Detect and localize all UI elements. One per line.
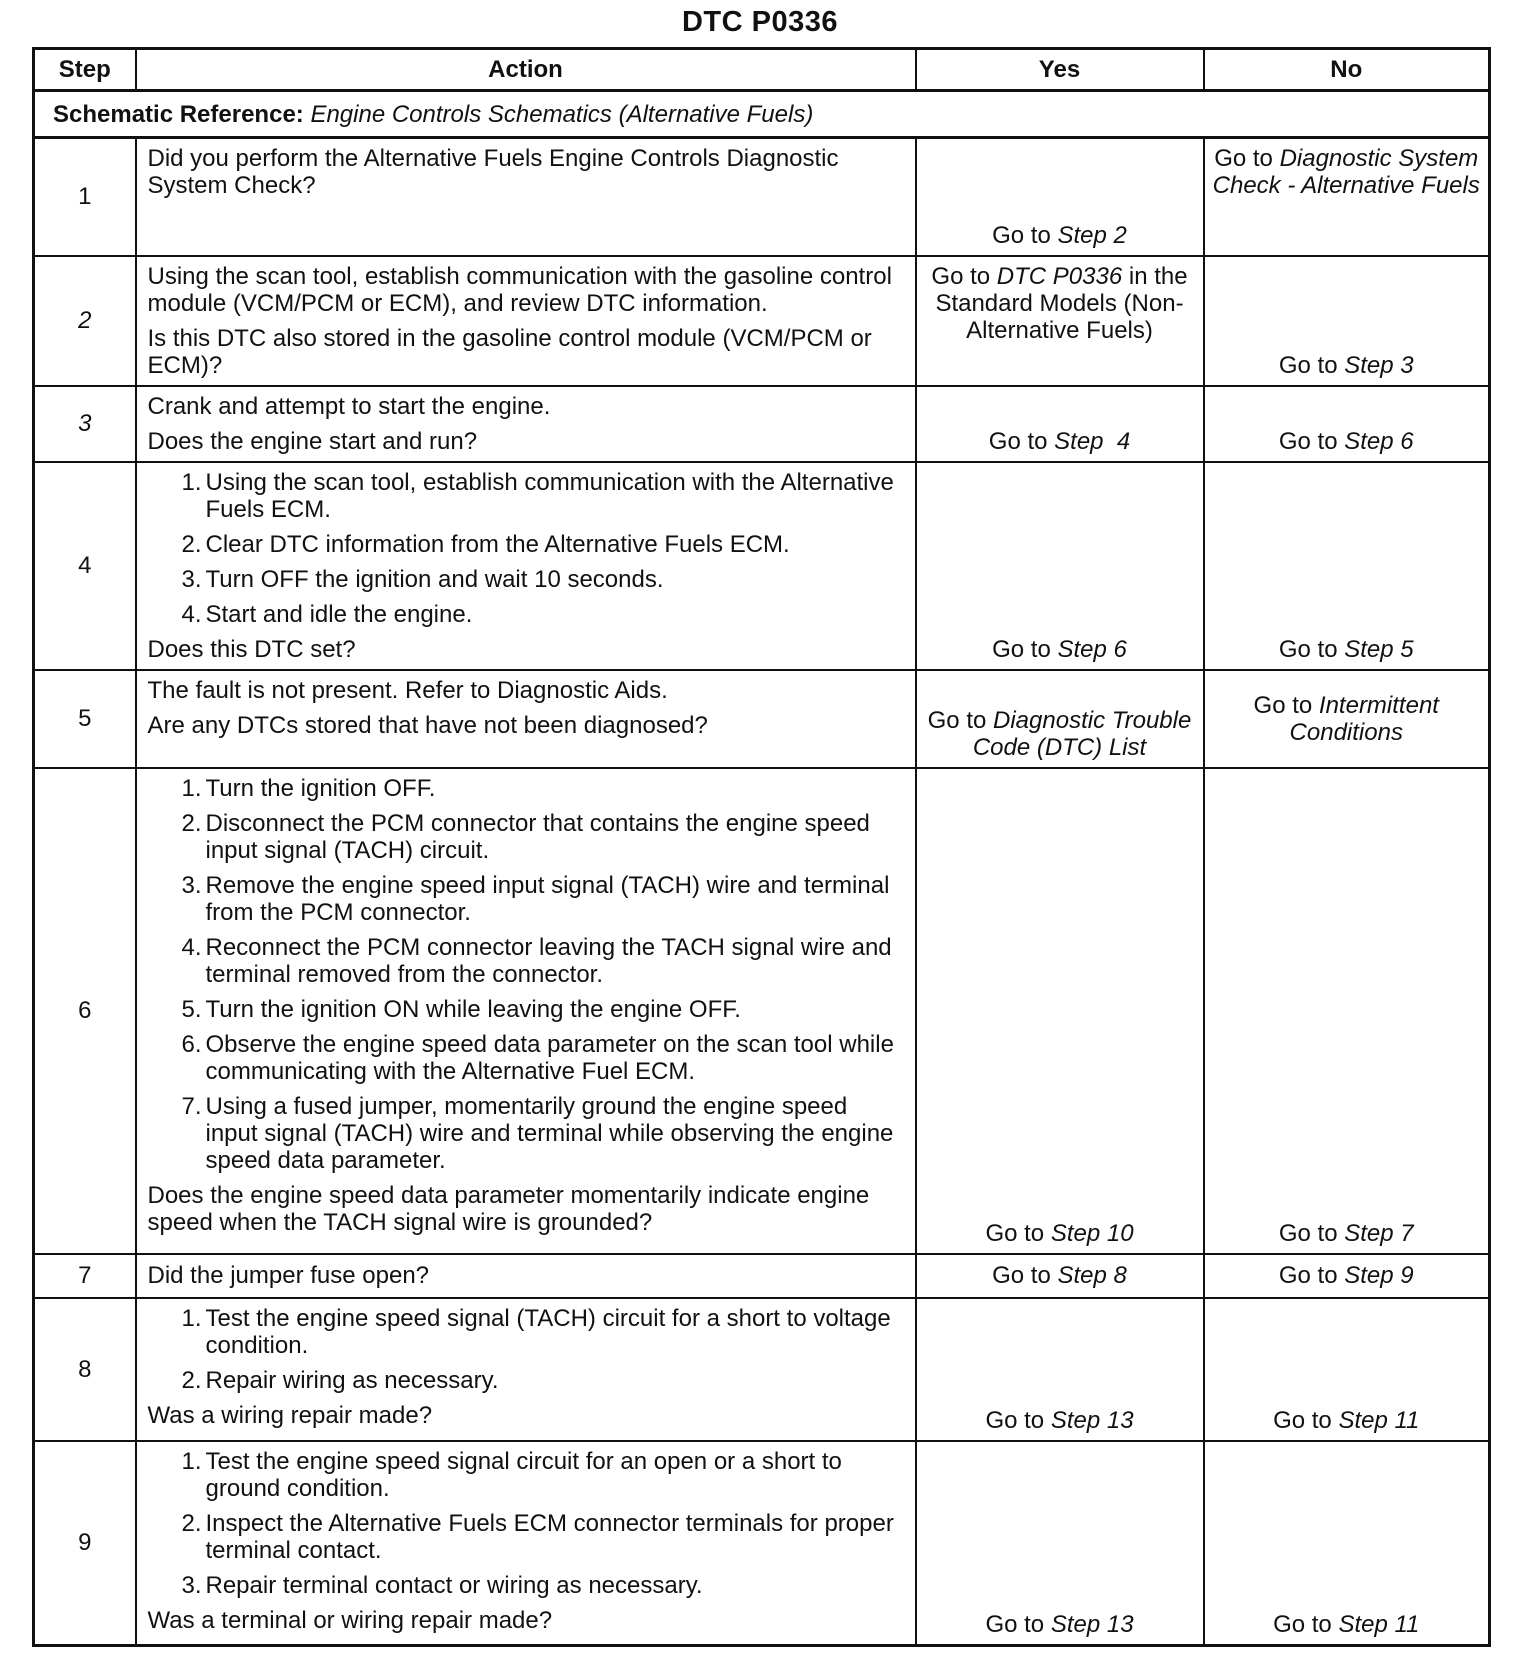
action-cell: [136, 1441, 916, 1646]
goto-link[interactable]: Step 4: [1054, 427, 1131, 455]
diagnostic-table: [32, 47, 1491, 1647]
goto-prefix: Go to: [927, 706, 994, 734]
action-question: Was a terminal or wiring repair made?: [147, 1606, 553, 1634]
table-row: [34, 462, 1490, 670]
action-cell: [136, 386, 916, 462]
list-item: 3. Remove the engine speed input signal (TACH) wire and terminal from the PCM connector.: [181, 871, 890, 926]
list-item-text: Reconnect the PCM connector leaving the TACH signal wire and terminal removed from the connector.: [205, 933, 892, 988]
action-cell: [136, 256, 916, 386]
schematic-reference-row: [34, 91, 1490, 138]
goto-link[interactable]: Step 6: [1344, 427, 1414, 455]
step-number: 2: [34, 256, 136, 386]
no-cell: [1204, 1254, 1490, 1298]
no-cell: [1204, 138, 1490, 256]
no-cell: [1204, 386, 1490, 462]
goto-link[interactable]: Step 7: [1344, 1219, 1414, 1247]
list-item-text: Test the engine speed signal circuit for an open or a short to ground condition.: [205, 1447, 842, 1502]
list-item-text: Start and idle the engine.: [205, 600, 473, 628]
list-item: 4. Start and idle the engine.: [181, 600, 473, 628]
list-item-text: Repair wiring as necessary.: [205, 1366, 499, 1394]
goto-link[interactable]: Step 3: [1344, 351, 1414, 379]
goto-prefix: Go to: [1278, 351, 1345, 379]
goto-prefix: Go to: [992, 221, 1058, 249]
action-text: Using the scan tool, establish communication with the gasoline control module (VCM/PCM or ECM), and review DTC information.: [147, 262, 892, 317]
step-number: 8: [34, 1298, 136, 1441]
header-row: [34, 49, 1490, 91]
list-item-text: Turn OFF the ignition and wait 10 seconds.: [205, 565, 664, 593]
action-cell: [136, 138, 916, 256]
goto-link[interactable]: Step 5: [1344, 635, 1414, 663]
table-row: [34, 386, 1490, 462]
header-action: Action: [136, 49, 916, 91]
table-row: [34, 1298, 1490, 1441]
yes-cell: [916, 768, 1204, 1254]
list-item-text: Remove the engine speed input signal (TACH) wire and terminal from the PCM connector.: [205, 871, 890, 926]
goto-prefix: Go to: [1214, 145, 1280, 172]
action-question: Was a wiring repair made?: [147, 1401, 433, 1429]
step-number: 4: [34, 462, 136, 670]
yes-cell: [916, 1254, 1204, 1298]
list-item-text: Disconnect the PCM connector that contains the engine speed input signal (TACH) circuit.: [205, 809, 870, 864]
action-cell: [136, 462, 916, 670]
goto-prefix: Go to: [1278, 1262, 1345, 1289]
list-item-text: Repair terminal contact or wiring as necessary.: [205, 1571, 703, 1599]
list-item: 2. Clear DTC information from the Alternative Fuels ECM.: [181, 530, 790, 558]
table-row: [34, 768, 1490, 1254]
action-text: The fault is not present. Refer to Diagnostic Aids.: [147, 676, 668, 704]
goto-link[interactable]: Step 10: [1050, 1219, 1134, 1247]
yes-cell: [916, 386, 1204, 462]
goto-prefix: Go to: [1273, 1406, 1339, 1434]
action-question: Is this DTC also stored in the gasoline control module (VCM/PCM or ECM)?: [147, 324, 872, 379]
goto-link[interactable]: Step 6: [1057, 635, 1127, 663]
list-item-text: Using a fused jumper, momentarily ground the engine speed input signal (TACH) wire and terminal while observing the engine speed data parameter.: [205, 1092, 894, 1174]
goto-prefix: Go to: [985, 1219, 1051, 1247]
goto-link[interactable]: DTC P0336: [996, 262, 1123, 290]
header-step: Step: [34, 49, 136, 91]
step-number: 5: [34, 670, 136, 768]
step-number: 6: [34, 768, 136, 1254]
action-question: Does the engine start and run?: [147, 427, 478, 455]
goto-prefix: Go to: [985, 1406, 1051, 1434]
list-item: 2. Repair wiring as necessary.: [181, 1366, 499, 1394]
list-item: 2. Inspect the Alternative Fuels ECM connector terminals for proper terminal contact.: [181, 1509, 894, 1564]
no-cell: [1204, 256, 1490, 386]
procedure-list: [148, 1448, 905, 1599]
header-yes: Yes: [916, 49, 1204, 91]
goto-suffix: in the Standard Models (Non-Alternative Fuels): [935, 262, 1188, 344]
no-cell: [1204, 1298, 1490, 1441]
list-item-text: Clear DTC information from the Alternative Fuels ECM.: [205, 530, 790, 558]
yes-cell: [916, 670, 1204, 768]
list-item-text: Inspect the Alternative Fuels ECM connector terminals for proper terminal contact.: [205, 1509, 894, 1564]
procedure-list: [148, 775, 905, 1174]
yes-cell: [916, 462, 1204, 670]
action-cell: [136, 670, 916, 768]
action-text: Did you perform the Alternative Fuels Engine Controls Diagnostic System Check?: [147, 145, 839, 199]
goto-prefix: Go to: [1278, 635, 1345, 663]
step-number: 3: [34, 386, 136, 462]
table-row: [34, 256, 1490, 386]
action-text: Crank and attempt to start the engine.: [147, 392, 551, 420]
list-item: 1. Test the engine speed signal (TACH) circuit for a short to voltage condition.: [181, 1304, 891, 1359]
no-cell: [1204, 768, 1490, 1254]
goto-link[interactable]: Step 11: [1338, 1406, 1420, 1434]
action-cell: [136, 1254, 916, 1298]
list-item: 7. Using a fused jumper, momentarily ground the engine speed input signal (TACH) wire and terminal while observing the engine speed data parameter.: [181, 1092, 894, 1174]
list-item-text: Turn the ignition OFF.: [205, 774, 436, 802]
list-item: 4. Reconnect the PCM connector leaving the TACH signal wire and terminal removed from the connector.: [181, 933, 892, 988]
goto-link[interactable]: Step 9: [1344, 1262, 1414, 1289]
goto-prefix: Go to: [988, 427, 1055, 455]
goto-link[interactable]: Step 13: [1050, 1406, 1134, 1434]
action-question: Are any DTCs stored that have not been diagnosed?: [147, 711, 708, 739]
yes-cell: [916, 1298, 1204, 1441]
goto-link[interactable]: Diagnostic System Check - Alternative Fuels: [1212, 145, 1480, 199]
goto-prefix: Go to: [931, 262, 997, 290]
list-item: 5. Turn the ignition ON while leaving the engine OFF.: [181, 995, 741, 1023]
goto-link[interactable]: Step 13: [1050, 1611, 1134, 1638]
no-cell: [1204, 1441, 1490, 1646]
goto-prefix: Go to: [992, 635, 1058, 663]
no-cell: [1204, 670, 1490, 768]
step-number: 7: [34, 1254, 136, 1298]
list-item-text: Observe the engine speed data parameter on the scan tool while communicating with the Alternative Fuel ECM.: [205, 1030, 894, 1085]
yes-cell: [916, 1441, 1204, 1646]
schematic-reference: [34, 91, 1490, 138]
yes-cell: [916, 138, 1204, 256]
table-row: [34, 138, 1490, 256]
action-cell: [136, 768, 916, 1254]
list-item: 2. Disconnect the PCM connector that contains the engine speed input signal (TACH) circuit.: [181, 809, 870, 864]
goto-prefix: Go to: [1253, 691, 1319, 719]
list-item-text: Turn the ignition ON while leaving the engine OFF.: [205, 995, 741, 1023]
step-number: 1: [34, 138, 136, 256]
table-row: [34, 1254, 1490, 1298]
list-item: 6. Observe the engine speed data parameter on the scan tool while communicating with the Alternative Fuel ECM.: [181, 1030, 894, 1085]
list-item: 3. Repair terminal contact or wiring as necessary.: [181, 1571, 703, 1599]
header-no: No: [1204, 49, 1490, 91]
goto-prefix: Go to: [1278, 1219, 1345, 1247]
goto-link[interactable]: Step 2: [1057, 221, 1127, 249]
action-question: Did the jumper fuse open?: [147, 1262, 430, 1289]
goto-prefix: Go to: [1273, 1611, 1339, 1638]
list-item: 1. Using the scan tool, establish communication with the Alternative Fuels ECM.: [181, 468, 894, 523]
procedure-list: [148, 1305, 905, 1394]
action-cell: [136, 1298, 916, 1441]
step-number: 9: [34, 1441, 136, 1646]
schematic-reference-link[interactable]: Engine Controls Schematics (Alternative Fuels): [310, 100, 814, 128]
yes-cell: [916, 256, 1204, 386]
list-item: 3. Turn OFF the ignition and wait 10 seconds.: [181, 565, 664, 593]
action-question: Does the engine speed data parameter momentarily indicate engine speed when the TACH signal wire is grounded?: [147, 1181, 870, 1236]
goto-link[interactable]: Diagnostic Trouble Code (DTC) List: [972, 706, 1192, 761]
list-item-text: Using the scan tool, establish communication with the Alternative Fuels ECM.: [205, 468, 894, 523]
goto-link[interactable]: Step 11: [1338, 1611, 1420, 1638]
goto-link[interactable]: Step 8: [1057, 1262, 1127, 1289]
list-item: 1. Turn the ignition OFF.: [181, 774, 436, 802]
procedure-list: [148, 469, 905, 628]
page-title: DTC P0336: [681, 6, 838, 38]
action-question: Does this DTC set?: [147, 635, 356, 663]
goto-prefix: Go to: [1278, 427, 1345, 455]
list-item: 1. Test the engine speed signal circuit for an open or a short to ground condition.: [181, 1447, 842, 1502]
table-row: [34, 670, 1490, 768]
schematic-reference-label: Schematic Reference:: [53, 100, 304, 128]
goto-prefix: Go to: [992, 1262, 1058, 1289]
goto-prefix: Go to: [985, 1611, 1051, 1638]
table-row: [34, 1441, 1490, 1646]
no-cell: [1204, 462, 1490, 670]
goto-link[interactable]: Intermittent Conditions: [1289, 691, 1439, 746]
list-item-text: Test the engine speed signal (TACH) circuit for a short to voltage condition.: [205, 1304, 891, 1359]
